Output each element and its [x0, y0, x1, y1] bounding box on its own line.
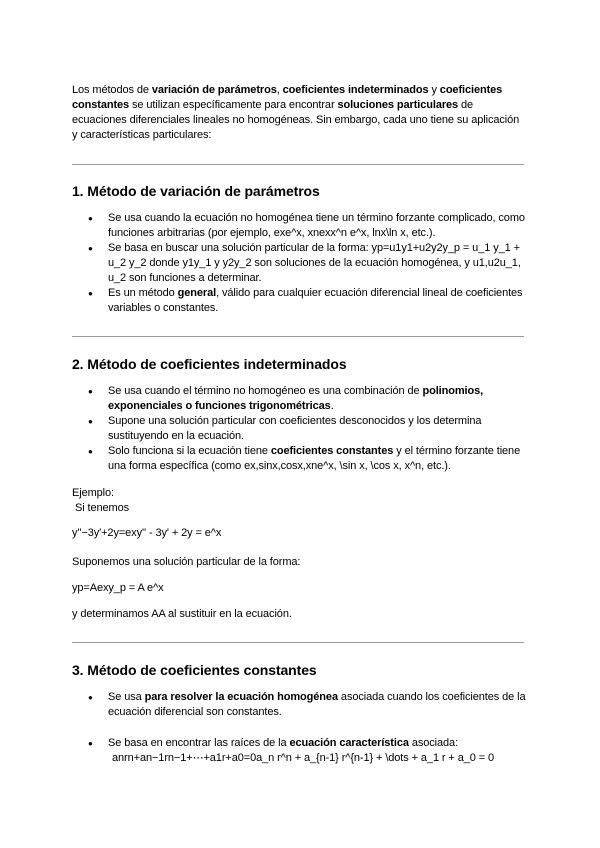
text-run: se utilizan específicamente para encontrar: [129, 99, 338, 111]
text-run: Supone una solución particular con coeficientes desconocidos y los determina sustituyendo en la ecuación.: [108, 415, 482, 442]
example-label: Ejemplo:: [72, 487, 114, 499]
section-3-list-a: [72, 690, 526, 720]
text-run: Solo funciona si la ecuación tiene: [108, 445, 271, 457]
intro-paragraph: [72, 83, 526, 143]
section-2-list: [72, 384, 526, 474]
text-run: y: [428, 84, 440, 96]
divider: [72, 642, 524, 643]
section-3-heading: 3. Método de coeficientes constantes: [72, 662, 317, 678]
text-run: asociada cuando los coeficientes de la ecuación diferencial son constantes.: [108, 691, 526, 718]
text-run: Es un método: [108, 287, 178, 299]
example-intro: Si tenemos: [72, 502, 129, 514]
text-run: Se basa en encontrar las raíces de la: [108, 737, 290, 749]
list-item: [72, 414, 526, 444]
list-item: [72, 690, 526, 720]
list-item: [72, 444, 526, 474]
divider: [72, 336, 524, 337]
bold-text: polinomios, exponenciales o funciones trigonométricas: [108, 385, 484, 412]
text-run: Se usa cuando el término no homogéneo es una combinación de: [108, 385, 423, 397]
list-item-text: [108, 737, 458, 749]
characteristic-formula: anrn+an−1rn−1+⋯+a1r+a0=0a_n r^n + a_{n-1} r^{n-1} + \dots + a_1 r + a_0 = 0: [112, 752, 495, 764]
bold-text: variación de parámetros: [151, 84, 277, 96]
bold-text: general: [177, 287, 217, 299]
text-run: Los métodos de: [72, 84, 152, 96]
section-2-heading: 2. Método de coeficientes indeterminados: [72, 356, 347, 372]
list-item: [72, 384, 526, 414]
divider: [72, 164, 524, 165]
text-run: y el término forzante tiene una forma específica (como ex,sinx,cosx,xne^x, \sin x, \cos x, x^n, etc.).: [108, 445, 521, 472]
bold-text: soluciones particulares: [337, 99, 459, 111]
bold-text: para resolver la ecuación homogénea: [144, 691, 338, 703]
text-run: Se basa en buscar una solución particular de la forma: yp=u1y1+u2y2y_p = u_1 y_1 + u_2 y_2 donde y1y_1 y y2y_2 son soluciones de la ecuación homogénea, y u1,u2u_1, u_2 son funciones a determinar.: [108, 242, 521, 284]
bold-text: coeficientes indeterminados: [282, 84, 429, 96]
example-equation: y''−3y′+2y=exy'' - 3y' + 2y = e^x: [72, 527, 222, 539]
bold-text: coeficientes constantes: [72, 84, 503, 111]
section-1-list: [72, 211, 526, 316]
list-item: [72, 241, 526, 286]
section-1-heading: 1. Método de variación de parámetros: [72, 183, 320, 199]
text-run: ,: [276, 84, 283, 96]
section-3-list-b: [72, 736, 526, 766]
list-item: [72, 736, 526, 766]
bold-text: coeficientes constantes: [270, 445, 394, 457]
text-run: , válido para cualquier ecuación diferencial lineal de coeficientes variables o constantes.: [108, 287, 523, 314]
text-run: asociada:: [408, 737, 459, 749]
list-item: [72, 211, 526, 241]
example-determine: y determinamos AA al sustituir en la ecuación.: [72, 608, 292, 620]
list-item: [72, 286, 526, 316]
text-run: Se usa: [108, 691, 145, 703]
example-suppose: Suponemos una solución particular de la forma:: [72, 556, 301, 568]
text-run: .: [330, 400, 334, 412]
example-form: yp=Aexy_p = A e^x: [72, 582, 164, 594]
bold-text: ecuación característica: [289, 737, 409, 749]
text-run: de ecuaciones diferenciales lineales no homogéneas. Sin embargo, cada uno tiene su aplicación y características particulares:: [72, 99, 520, 141]
text-run: Se usa cuando la ecuación no homogénea tiene un término forzante complicado, como funciones arbitrarias (por ejemplo, exe^x, xnexx^n e^x, lnx\ln x, etc.).: [108, 212, 525, 239]
